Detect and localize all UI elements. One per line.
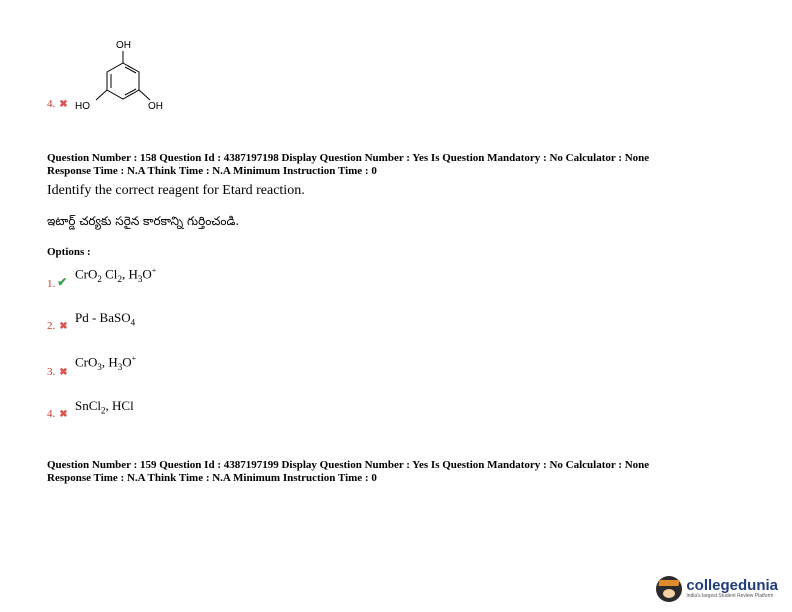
collegedunia-logo: [656, 576, 778, 602]
option-number: 2.: [47, 320, 56, 332]
option-number: 3.: [47, 366, 56, 378]
structure-label-right: OH: [148, 101, 163, 112]
option-4-text: SnCl$_2$, HCl: [75, 398, 134, 416]
question-159-meta-line2: Response Time : N.A Think Time : N.A Minimum Instruction Time : 0: [47, 472, 377, 484]
correct-check-icon: ✔: [57, 275, 68, 289]
wrong-icon: ✖: [59, 98, 68, 110]
option-1-text: CrO$_2$ $Cl_2$, $H_3O^+$: [75, 266, 157, 284]
option-2: [47, 310, 135, 332]
option-3-text: CrO$_3$, $H_3O^+$: [75, 354, 137, 372]
option-number: 1.: [47, 278, 56, 290]
wrong-icon: ✖: [59, 321, 68, 332]
option-2-text: Pd - BaSO$_4$: [75, 310, 136, 328]
graduate-mascot-icon: [656, 576, 682, 602]
structure-label-top: OH: [116, 40, 131, 51]
question-text-telugu: ఇటార్డ్ చర్యకు సరైన కారకాన్ని గుర్తించండి.: [47, 214, 240, 228]
brand-tagline: India's largest Student Review Platform: [686, 593, 774, 599]
option-1: [47, 266, 156, 290]
wrong-icon: ✖: [59, 409, 68, 420]
question-158-meta-line2: Response Time : N.A Think Time : N.A Minimum Instruction Time : 0: [47, 165, 377, 177]
options-label: Options :: [47, 246, 91, 258]
structure-label-left: HO: [75, 101, 90, 112]
option-number: 4.: [47, 408, 56, 420]
question-159-meta-line1: Question Number : 159 Question Id : 4387197199 Display Question Number : Yes Is Question Mandatory : No Calculator : None: [47, 459, 650, 471]
question-text-english: Identify the correct reagent for Etard reaction.: [47, 183, 305, 198]
option-4: [47, 398, 134, 420]
question-158-meta-line1: Question Number : 158 Question Id : 4387197198 Display Question Number : Yes Is Question Mandatory : No Calculator : None: [47, 152, 650, 164]
phloroglucinol-structure: [72, 36, 192, 116]
wrong-icon: ✖: [59, 367, 68, 378]
brand-name: collegedunia: [686, 577, 778, 594]
option-number: 4.: [47, 98, 56, 110]
option-3: [47, 354, 136, 378]
prev-option-4: [47, 98, 68, 110]
